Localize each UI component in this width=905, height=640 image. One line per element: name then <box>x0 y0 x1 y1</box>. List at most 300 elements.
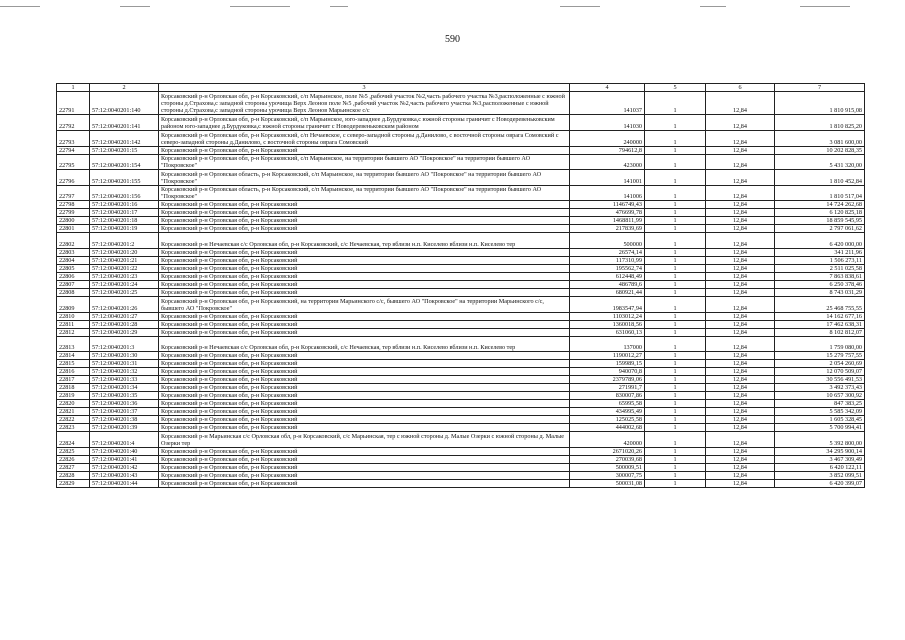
cell-cadastral-number: 57:12:0040201:3 <box>90 336 159 352</box>
cell-row-number: 22807 <box>57 280 90 288</box>
cell-count: 1 <box>645 360 706 368</box>
cell-address: Корсаковский р-н Орловская обл, р-н Корсаковский <box>159 201 570 209</box>
cell-cadastral-number: 57:12:0040201:155 <box>90 170 159 186</box>
cell-value: 3 492 373,43 <box>775 384 865 392</box>
cell-rate: 12,84 <box>706 272 775 280</box>
cell-cadastral-number: 57:12:0040201:38 <box>90 416 159 424</box>
cell-cadastral-number: 57:12:0040201:140 <box>90 92 159 115</box>
cell-value: 3 081 600,00 <box>775 130 865 146</box>
cell-count: 1 <box>645 424 706 432</box>
table-row <box>57 280 865 288</box>
table-row <box>57 92 865 115</box>
cell-cadastral-number: 57:12:0040201:156 <box>90 185 159 201</box>
cell-area: 1360018,56 <box>570 320 645 328</box>
cell-row-number: 22827 <box>57 463 90 471</box>
cell-address: Корсаковский р-н Орловская обл, р-н Корсаковский <box>159 288 570 296</box>
cell-area: 125025,58 <box>570 416 645 424</box>
table-row <box>57 471 865 479</box>
cell-value: 15 279 757,55 <box>775 352 865 360</box>
cell-cadastral-number: 57:12:0040201:21 <box>90 256 159 264</box>
cell-rate: 12,84 <box>706 170 775 186</box>
cell-address: Корсаковский р-н Орловская обл, р-н Корсаковский <box>159 280 570 288</box>
cell-row-number: 22820 <box>57 400 90 408</box>
cell-count: 1 <box>645 432 706 448</box>
cell-rate: 12,84 <box>706 447 775 455</box>
cell-value: 6 420 000,00 <box>775 233 865 249</box>
cell-row-number: 22803 <box>57 248 90 256</box>
cell-value: 8 743 031,29 <box>775 288 865 296</box>
cell-address: Корсаковский р-н Орловская область, р-н Корсаковский, с/п Марьинское, на территории бывшего АО "Покровское" на территории бывшего АО "Покровское" <box>159 185 570 201</box>
table-row <box>57 154 865 170</box>
cell-count: 1 <box>645 463 706 471</box>
cell-value: 6 250 378,46 <box>775 280 865 288</box>
cell-row-number: 22810 <box>57 312 90 320</box>
cell-area: 141006 <box>570 185 645 201</box>
cell-cadastral-number: 57:12:0040201:37 <box>90 408 159 416</box>
scan-noise <box>0 6 905 10</box>
cell-address: Корсаковский р-н Орловская обл, р-н Корсаковский, с/п Нечаевское, с северо-западной стороны д.Данилово, с восточной стороны оврага Сомовский с северо-западной стороны д.Данилово, с восточной стороны оврага Сомовский <box>159 130 570 146</box>
table-row <box>57 256 865 264</box>
cell-value: 5 585 342,09 <box>775 408 865 416</box>
cell-rate: 12,84 <box>706 400 775 408</box>
cell-count: 1 <box>645 130 706 146</box>
cell-count: 1 <box>645 320 706 328</box>
cell-count: 1 <box>645 416 706 424</box>
cell-count: 1 <box>645 368 706 376</box>
cell-address: Корсаковский р-н Орловская обл, р-н Корсаковский <box>159 479 570 487</box>
cell-count: 1 <box>645 92 706 115</box>
cell-value: 1 506 273,11 <box>775 256 865 264</box>
cell-value: 1 759 080,00 <box>775 336 865 352</box>
table-row <box>57 392 865 400</box>
cell-area: 420000 <box>570 432 645 448</box>
cell-rate: 12,84 <box>706 471 775 479</box>
cell-cadastral-number: 57:12:0040201:24 <box>90 280 159 288</box>
cell-rate: 12,84 <box>706 248 775 256</box>
cell-row-number: 22800 <box>57 217 90 225</box>
cell-address: Корсаковский р-н Орловская обл, р-н Корсаковский, с/п Марьинское, поле №5 ,рабочий участок №2,часть рабочего участка №3,расположенные с южной стороны д.Страхова,с западной стороны урочища Верх Леонов поле №5 ,рабочий участок №2,часть рабочего участка №3,расположенные с южной стороны д.Страхова,с западной стороны урочища Верх Леонов Марьинское с/с <box>159 92 570 115</box>
cell-area: 141037 <box>570 92 645 115</box>
cell-area: 444002,68 <box>570 424 645 432</box>
cell-value: 1 810 452,84 <box>775 170 865 186</box>
cell-count: 1 <box>645 336 706 352</box>
cell-area: 195562,74 <box>570 264 645 272</box>
cell-cadastral-number: 57:12:0040201:36 <box>90 400 159 408</box>
cell-rate: 12,84 <box>706 288 775 296</box>
table-row <box>57 368 865 376</box>
cell-cadastral-number: 57:12:0040201:42 <box>90 463 159 471</box>
cell-row-number: 22814 <box>57 352 90 360</box>
cell-count: 1 <box>645 248 706 256</box>
cell-row-number: 22828 <box>57 471 90 479</box>
table-row <box>57 312 865 320</box>
header-cell: 1 <box>57 84 90 92</box>
cell-area: 271991,7 <box>570 384 645 392</box>
cell-address: Корсаковский р-н Орловская обл, р-н Корсаковский <box>159 360 570 368</box>
cell-address: Корсаковский р-н Орловская обл, р-н Корсаковский <box>159 455 570 463</box>
cell-area: 1103012,24 <box>570 312 645 320</box>
cell-count: 1 <box>645 185 706 201</box>
cell-rate: 12,84 <box>706 146 775 154</box>
cell-cadastral-number: 57:12:0040201:25 <box>90 288 159 296</box>
cell-address: Корсаковский р-н Орловская обл, р-н Корсаковский <box>159 416 570 424</box>
cell-cadastral-number: 57:12:0040201:26 <box>90 296 159 312</box>
cell-area: 2379789,06 <box>570 376 645 384</box>
cell-area: 270039,68 <box>570 455 645 463</box>
cell-value: 10 657 300,92 <box>775 392 865 400</box>
cell-cadastral-number: 57:12:0040201:19 <box>90 225 159 233</box>
table-row <box>57 376 865 384</box>
cell-address: Корсаковский р-н Орловская обл, р-н Корсаковский <box>159 384 570 392</box>
table-row <box>57 248 865 256</box>
cell-cadastral-number: 57:12:0040201:44 <box>90 479 159 487</box>
cell-rate: 12,84 <box>706 233 775 249</box>
cell-cadastral-number: 57:12:0040201:17 <box>90 209 159 217</box>
cell-area: 141030 <box>570 115 645 131</box>
cell-row-number: 22818 <box>57 384 90 392</box>
cell-row-number: 22812 <box>57 328 90 336</box>
cell-area: 159989,15 <box>570 360 645 368</box>
header-row <box>57 84 865 92</box>
table-row <box>57 296 865 312</box>
cell-cadastral-number: 57:12:0040201:30 <box>90 352 159 360</box>
cell-count: 1 <box>645 392 706 400</box>
cell-address: Корсаковский р-н Орловская обл, р-н Корсаковский <box>159 225 570 233</box>
cell-area: 2671020,26 <box>570 447 645 455</box>
cell-rate: 12,84 <box>706 416 775 424</box>
cell-value: 3 467 309,49 <box>775 455 865 463</box>
cell-row-number: 22813 <box>57 336 90 352</box>
cell-area: 1468811,99 <box>570 217 645 225</box>
cell-row-number: 22802 <box>57 233 90 249</box>
table-row <box>57 447 865 455</box>
cell-value: 34 295 900,14 <box>775 447 865 455</box>
cell-count: 1 <box>645 201 706 209</box>
cell-rate: 12,84 <box>706 455 775 463</box>
cell-row-number: 22817 <box>57 376 90 384</box>
table-row <box>57 424 865 432</box>
table-row <box>57 320 865 328</box>
cell-rate: 12,84 <box>706 392 775 400</box>
cell-rate: 12,84 <box>706 408 775 416</box>
cell-cadastral-number: 57:12:0040201:20 <box>90 248 159 256</box>
cell-value: 14 724 262,68 <box>775 201 865 209</box>
cell-rate: 12,84 <box>706 384 775 392</box>
cell-row-number: 22793 <box>57 130 90 146</box>
cell-cadastral-number: 57:12:0040201:41 <box>90 455 159 463</box>
table-row <box>57 328 865 336</box>
cell-row-number: 22799 <box>57 209 90 217</box>
cell-address: Корсаковский р-н Орловская обл, р-н Корсаковский <box>159 368 570 376</box>
cell-rate: 12,84 <box>706 264 775 272</box>
cell-area: 631060,13 <box>570 328 645 336</box>
cell-address: Корсаковский р-н Орловская обл, р-н Корсаковский, на территории Марьинского с/с, бывшего АО "Покровское" на территории Марьинского с/с, бывшего АО "Покровское" <box>159 296 570 312</box>
cell-count: 1 <box>645 217 706 225</box>
cell-row-number: 22792 <box>57 115 90 131</box>
cell-rate: 12,84 <box>706 432 775 448</box>
cell-area: 500000 <box>570 233 645 249</box>
cell-address: Корсаковский р-н Нечаевская с/с Орловская обл, р-н Корсаковский, с/с Нечаевская, тер вблизи н.п. Киселево вблизи н.п. Киселево тер <box>159 336 570 352</box>
cell-count: 1 <box>645 479 706 487</box>
cell-address: Корсаковский р-н Орловская обл, р-н Корсаковский <box>159 146 570 154</box>
cell-address: Корсаковский р-н Орловская обл, р-н Корсаковский <box>159 424 570 432</box>
cell-cadastral-number: 57:12:0040201:39 <box>90 424 159 432</box>
table-row <box>57 288 865 296</box>
cell-row-number: 22791 <box>57 92 90 115</box>
cell-cadastral-number: 57:12:0040201:43 <box>90 471 159 479</box>
cell-count: 1 <box>645 408 706 416</box>
cell-value: 341 211,96 <box>775 248 865 256</box>
cell-rate: 12,84 <box>706 312 775 320</box>
cell-row-number: 22794 <box>57 146 90 154</box>
cell-cadastral-number: 57:12:0040201:16 <box>90 201 159 209</box>
cell-rate: 12,84 <box>706 336 775 352</box>
cell-address: Корсаковский р-н Орловская обл, р-н Корсаковский <box>159 248 570 256</box>
cell-area: 217839,69 <box>570 225 645 233</box>
cell-row-number: 22804 <box>57 256 90 264</box>
header-cell: 3 <box>159 84 570 92</box>
cell-area: 612448,49 <box>570 272 645 280</box>
cell-area: 830007,86 <box>570 392 645 400</box>
cell-area: 240000 <box>570 130 645 146</box>
cell-area: 500031,08 <box>570 479 645 487</box>
table-row <box>57 170 865 186</box>
table-row <box>57 455 865 463</box>
cell-cadastral-number: 57:12:0040201:154 <box>90 154 159 170</box>
cell-cadastral-number: 57:12:0040201:15 <box>90 146 159 154</box>
cell-cadastral-number: 57:12:0040201:32 <box>90 368 159 376</box>
cell-value: 10 202 828,35 <box>775 146 865 154</box>
cell-address: Корсаковский р-н Орловская обл, р-н Корсаковский, с/п Марьинское, на территории бывшего АО "Покровское" на территории бывшего АО "Покровское" <box>159 154 570 170</box>
cell-count: 1 <box>645 256 706 264</box>
cell-cadastral-number: 57:12:0040201:29 <box>90 328 159 336</box>
cell-area: 1146749,43 <box>570 201 645 209</box>
cell-count: 1 <box>645 272 706 280</box>
cell-row-number: 22808 <box>57 288 90 296</box>
cell-value: 6 420 122,11 <box>775 463 865 471</box>
header-cell: 2 <box>90 84 159 92</box>
cell-row-number: 22811 <box>57 320 90 328</box>
cell-address: Корсаковский р-н Орловская обл, р-н Корсаковский <box>159 320 570 328</box>
table-row <box>57 233 865 249</box>
cell-value: 8 102 812,07 <box>775 328 865 336</box>
cell-value: 3 852 099,51 <box>775 471 865 479</box>
table-row <box>57 130 865 146</box>
cell-rate: 12,84 <box>706 280 775 288</box>
cell-address: Корсаковский р-н Марьинская с/с Орловская обл, р-н Корсаковский, с/с Марьинская, тер с южной стороны д. Малые Озерки с южной стороны д. Малые Озерки тер <box>159 432 570 448</box>
cell-value: 30 556 491,53 <box>775 376 865 384</box>
cell-area: 26574,14 <box>570 248 645 256</box>
cell-count: 1 <box>645 154 706 170</box>
cell-rate: 12,84 <box>706 368 775 376</box>
cell-rate: 12,84 <box>706 225 775 233</box>
cell-cadastral-number: 57:12:0040201:2 <box>90 233 159 249</box>
cell-row-number: 22823 <box>57 424 90 432</box>
cell-area: 300007,75 <box>570 471 645 479</box>
cell-value: 17 462 638,31 <box>775 320 865 328</box>
cell-count: 1 <box>645 146 706 154</box>
cell-cadastral-number: 57:12:0040201:141 <box>90 115 159 131</box>
cell-value: 2 511 025,58 <box>775 264 865 272</box>
cell-cadastral-number: 57:12:0040201:33 <box>90 376 159 384</box>
table-row <box>57 115 865 131</box>
cell-count: 1 <box>645 296 706 312</box>
cell-value: 5 392 800,00 <box>775 432 865 448</box>
cell-address: Корсаковский р-н Орловская обл, р-н Корсаковский, с/п Марьинское, юго-западнее д.Бурдуковка,с южной стороны граничит с Новодеревеньковским районом юго-западнее д.Бурдуковка,с южной стороны граничит с Новодеревеньковским районом <box>159 115 570 131</box>
cell-area: 794612,8 <box>570 146 645 154</box>
cell-rate: 12,84 <box>706 328 775 336</box>
table-row <box>57 217 865 225</box>
cell-row-number: 22797 <box>57 185 90 201</box>
cell-rate: 12,84 <box>706 360 775 368</box>
cell-address: Корсаковский р-н Орловская обл, р-н Корсаковский <box>159 352 570 360</box>
cell-count: 1 <box>645 384 706 392</box>
cell-row-number: 22796 <box>57 170 90 186</box>
cell-address: Корсаковский р-н Орловская обл, р-н Корсаковский <box>159 328 570 336</box>
cell-address: Корсаковский р-н Орловская обл, р-н Корсаковский <box>159 209 570 217</box>
cell-value: 1 605 328,45 <box>775 416 865 424</box>
cell-cadastral-number: 57:12:0040201:22 <box>90 264 159 272</box>
table-row <box>57 416 865 424</box>
table-row <box>57 352 865 360</box>
cell-count: 1 <box>645 233 706 249</box>
cell-cadastral-number: 57:12:0040201:34 <box>90 384 159 392</box>
cell-row-number: 22798 <box>57 201 90 209</box>
cell-rate: 12,84 <box>706 217 775 225</box>
cell-row-number: 22806 <box>57 272 90 280</box>
cell-rate: 12,84 <box>706 185 775 201</box>
table-row <box>57 360 865 368</box>
cell-count: 1 <box>645 225 706 233</box>
cell-cadastral-number: 57:12:0040201:4 <box>90 432 159 448</box>
cell-row-number: 22829 <box>57 479 90 487</box>
cell-value: 7 863 838,61 <box>775 272 865 280</box>
cell-value: 5 700 994,41 <box>775 424 865 432</box>
header-cell: 7 <box>775 84 865 92</box>
table-row <box>57 479 865 487</box>
table-body <box>57 92 865 488</box>
cell-count: 1 <box>645 288 706 296</box>
cell-count: 1 <box>645 328 706 336</box>
cell-address: Корсаковский р-н Орловская обл, р-н Корсаковский <box>159 447 570 455</box>
cell-rate: 12,84 <box>706 320 775 328</box>
cell-address: Корсаковский р-н Орловская обл, р-н Корсаковский <box>159 312 570 320</box>
cell-value: 6 120 825,18 <box>775 209 865 217</box>
cell-row-number: 22822 <box>57 416 90 424</box>
cell-rate: 12,84 <box>706 201 775 209</box>
cell-cadastral-number: 57:12:0040201:35 <box>90 392 159 400</box>
header-cell: 6 <box>706 84 775 92</box>
cell-row-number: 22816 <box>57 368 90 376</box>
cell-value: 12 070 509,07 <box>775 368 865 376</box>
cell-count: 1 <box>645 312 706 320</box>
table-row <box>57 185 865 201</box>
table-row <box>57 209 865 217</box>
cell-cadastral-number: 57:12:0040201:27 <box>90 312 159 320</box>
cell-value: 2 797 061,62 <box>775 225 865 233</box>
cell-rate: 12,84 <box>706 424 775 432</box>
cell-area: 940070,8 <box>570 368 645 376</box>
cell-count: 1 <box>645 209 706 217</box>
cell-value: 14 162 677,16 <box>775 312 865 320</box>
cell-cadastral-number: 57:12:0040201:23 <box>90 272 159 280</box>
header-cell: 4 <box>570 84 645 92</box>
cell-count: 1 <box>645 471 706 479</box>
cell-row-number: 22805 <box>57 264 90 272</box>
table-row <box>57 400 865 408</box>
cell-rate: 12,84 <box>706 479 775 487</box>
cell-rate: 12,84 <box>706 115 775 131</box>
cell-value: 6 420 399,07 <box>775 479 865 487</box>
cell-value: 1 810 915,08 <box>775 92 865 115</box>
cell-value: 1 810 825,20 <box>775 115 865 131</box>
cell-rate: 12,84 <box>706 376 775 384</box>
cell-address: Корсаковский р-н Орловская обл, р-н Корсаковский <box>159 463 570 471</box>
cell-address: Корсаковский р-н Орловская обл, р-н Корсаковский <box>159 217 570 225</box>
cell-rate: 12,84 <box>706 296 775 312</box>
cell-cadastral-number: 57:12:0040201:40 <box>90 447 159 455</box>
cell-cadastral-number: 57:12:0040201:18 <box>90 217 159 225</box>
cell-address: Корсаковский р-н Орловская обл, р-н Корсаковский <box>159 256 570 264</box>
cell-row-number: 22819 <box>57 392 90 400</box>
cell-area: 486789,6 <box>570 280 645 288</box>
table-row <box>57 264 865 272</box>
cell-address: Корсаковский р-н Орловская обл, р-н Корсаковский <box>159 376 570 384</box>
cell-count: 1 <box>645 115 706 131</box>
cell-cadastral-number: 57:12:0040201:142 <box>90 130 159 146</box>
cell-area: 500009,51 <box>570 463 645 471</box>
cell-area: 1190012,27 <box>570 352 645 360</box>
cell-rate: 12,84 <box>706 352 775 360</box>
cell-area: 476699,78 <box>570 209 645 217</box>
cell-cadastral-number: 57:12:0040201:28 <box>90 320 159 328</box>
cell-count: 1 <box>645 455 706 463</box>
cell-value: 847 383,25 <box>775 400 865 408</box>
cell-row-number: 22821 <box>57 408 90 416</box>
cell-area: 1983547,94 <box>570 296 645 312</box>
cell-row-number: 22824 <box>57 432 90 448</box>
cell-address: Корсаковский р-н Орловская область, р-н Корсаковский, с/п Марьинское, на территории бывшего АО "Покровское" на территории бывшего АО "Покровское" <box>159 170 570 186</box>
cell-rate: 12,84 <box>706 130 775 146</box>
cell-count: 1 <box>645 376 706 384</box>
cell-rate: 12,84 <box>706 154 775 170</box>
cell-area: 141001 <box>570 170 645 186</box>
table-row <box>57 336 865 352</box>
cell-address: Корсаковский р-н Орловская обл, р-н Корсаковский <box>159 264 570 272</box>
cell-value: 18 859 545,95 <box>775 217 865 225</box>
cell-area: 65995,58 <box>570 400 645 408</box>
cell-count: 1 <box>645 264 706 272</box>
cell-rate: 12,84 <box>706 463 775 471</box>
cell-count: 1 <box>645 400 706 408</box>
cell-address: Корсаковский р-н Орловская обл, р-н Корсаковский <box>159 400 570 408</box>
cell-address: Корсаковский р-н Нечаевская с/с Орловская обл, р-н Корсаковский, с/с Нечаевская, тер вблизи н.п. Киселево вблизи н.п. Киселево тер <box>159 233 570 249</box>
table-row <box>57 463 865 471</box>
cell-area: 137000 <box>570 336 645 352</box>
cell-row-number: 22809 <box>57 296 90 312</box>
cell-rate: 12,84 <box>706 209 775 217</box>
cell-address: Корсаковский р-н Орловская обл, р-н Корсаковский <box>159 471 570 479</box>
table-row <box>57 384 865 392</box>
cell-rate: 12,84 <box>706 92 775 115</box>
cell-value: 5 431 320,00 <box>775 154 865 170</box>
cell-area: 434995,49 <box>570 408 645 416</box>
cell-row-number: 22795 <box>57 154 90 170</box>
cell-address: Корсаковский р-н Орловская обл, р-н Корсаковский <box>159 272 570 280</box>
cell-value: 2 054 260,69 <box>775 360 865 368</box>
table-row <box>57 272 865 280</box>
cell-value: 1 810 517,04 <box>775 185 865 201</box>
